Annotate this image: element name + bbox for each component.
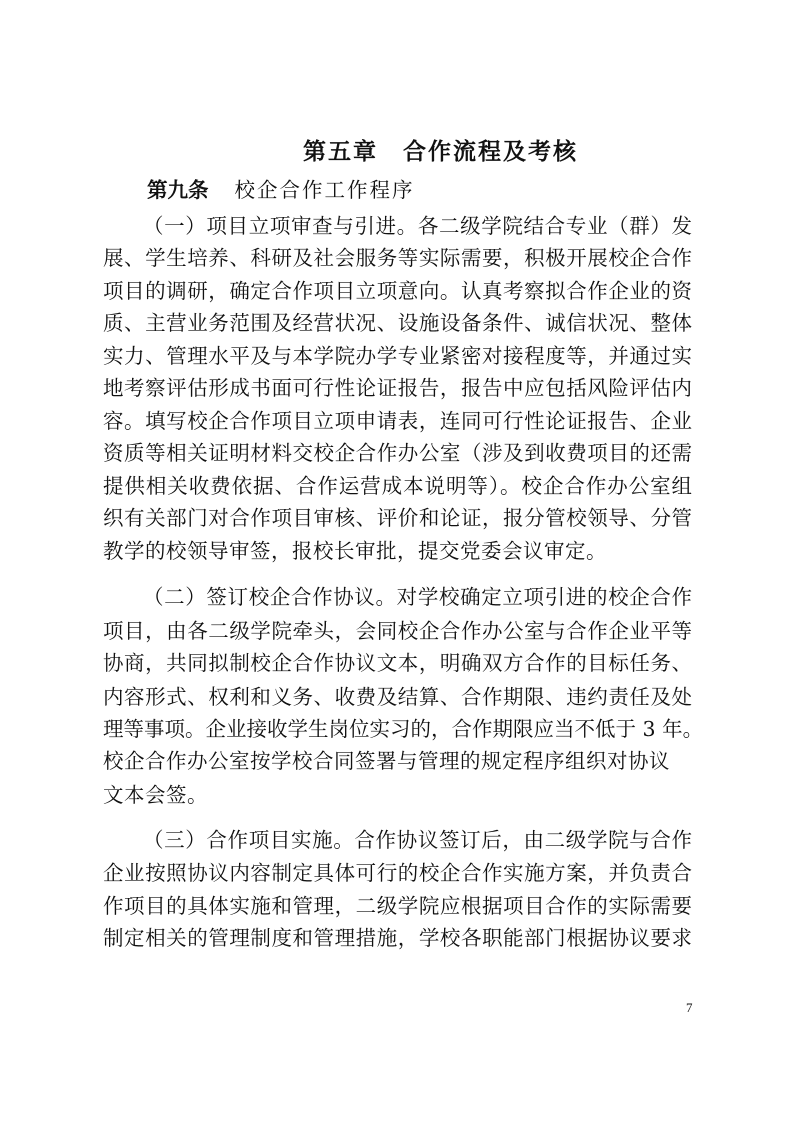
text-line: 项目，由各二级学院牵头，会同校企合作办公室与合作企业平等	[103, 619, 692, 643]
text-line: 实力、管理水平及与本学院办学专业紧密对接程度等，并通过实	[103, 344, 692, 368]
text-line: 内容形式、权利和义务、收费及结算、合作期限、违约责任及处	[103, 685, 692, 709]
text-line: 理等事项。企业接收学生岗位实习的，合作期限应当不低于 3 年。	[103, 717, 704, 741]
text-line: 项目的调研，确定合作项目立项意向。认真考察拟合作企业的资	[103, 279, 692, 303]
text-line: 企业按照协议内容制定具体可行的校企合作实施方案，并负责合	[103, 861, 692, 885]
text-line: 作项目的具体实施和管理，二级学院应根据项目合作的实际需要	[103, 894, 692, 918]
text-line: 制定相关的管理制度和管理措施，学校各职能部门根据协议要求	[103, 926, 692, 950]
text-line: 质、主营业务范围及经营状况、设施设备条件、诚信状况、整体	[103, 311, 692, 335]
text-line: （二）签订校企合作协议。对学校确定立项引进的校企合作	[143, 585, 692, 609]
text-line: （三）合作项目实施。合作协议签订后，由二级学院与合作	[143, 828, 692, 852]
text-line: 提供相关收费依据、合作运营成本说明等）。校企合作办公室组	[103, 474, 692, 498]
text-line: 协商，共同拟制校企合作协议文本，明确双方合作的目标任务、	[103, 651, 692, 675]
article-number: 第九条	[147, 178, 209, 202]
text-line: 展、学生培养、科研及社会服务等实际需要，积极开展校企合作	[103, 246, 692, 270]
text-line: 教学的校领导审签，报校长审批，提交党委会议审定。	[103, 539, 607, 563]
text-line: 文本会签。	[103, 783, 208, 807]
text-line: （一）项目立项审查与引进。各二级学院结合专业（群）发	[143, 214, 692, 238]
text-line: 容。填写校企合作项目立项申请表，连同可行性论证报告、企业	[103, 409, 692, 433]
page-number: 7	[686, 1000, 693, 1015]
article-heading	[147, 173, 415, 203]
chapter-title: 第五章 合作流程及考核	[303, 139, 578, 165]
text-line: 地考察评估形成书面可行性论证报告，报告中应包括风险评估内	[103, 376, 692, 400]
article-title: 校企合作工作程序	[234, 178, 415, 202]
text-line: 资质等相关证明材料交校企合作办公室（涉及到收费项目的还需	[103, 441, 692, 465]
text-line: 织有关部门对合作项目审核、评价和论证，报分管校领导、分管	[103, 506, 692, 530]
text-line: 校企合作办公室按学校合同签署与管理的规定程序组织对协议	[103, 749, 670, 773]
